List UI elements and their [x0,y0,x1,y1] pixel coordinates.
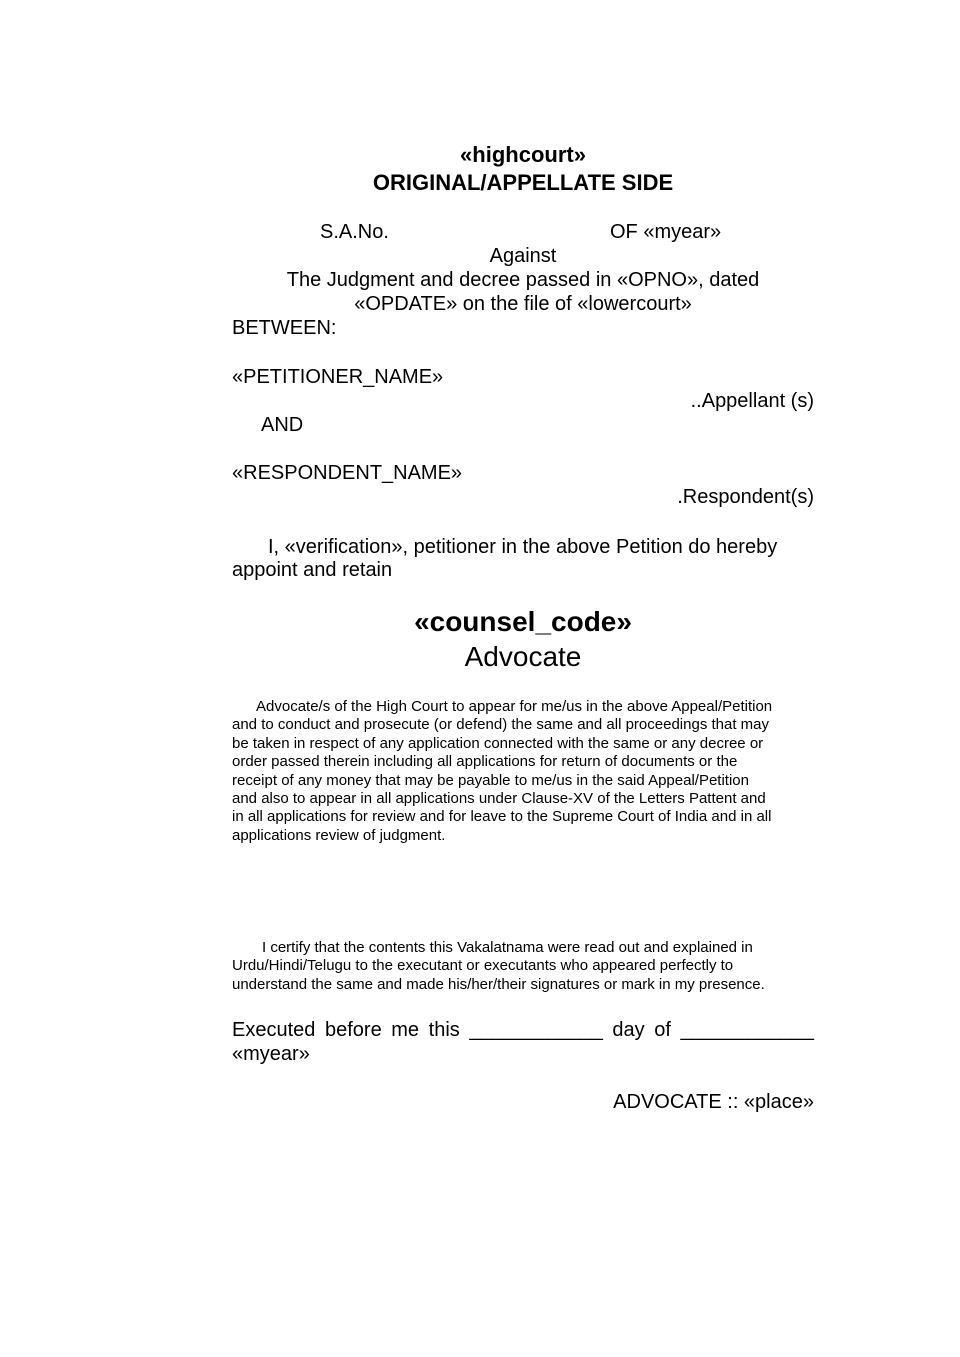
against-label: Against [489,245,557,267]
advocate-signature: ADVOCATE :: «place» [613,1091,814,1113]
respondent-name: «RESPONDENT_NAME» [232,462,463,484]
sa-no-label: S.A.No. [320,221,389,243]
side-heading: ORIGINAL/APPELLATE SIDE [372,170,674,195]
judgment-line-1: The Judgment and decree passed in «OPNO», dated [286,269,760,291]
authority-line: Advocate/s of the High Court to appear for me/us in the above Appeal/Petition [256,698,773,715]
certification-paragraph [232,939,814,994]
respondent-label: .Respondent(s) [677,486,814,508]
authority-paragraph [232,698,814,845]
between-label: BETWEEN: [232,317,337,339]
authority-line: be taken in respect of any application connected with the same or any decree or [232,734,764,752]
judgment-line-2: «OPDATE» on the file of «lowercourt» [354,293,692,315]
court-name: «highcourt» [460,142,586,167]
execution-year: «myear» [232,1043,310,1065]
counsel-code: «counsel_code» [414,606,632,637]
authority-line: applications review of judgment. [232,826,446,844]
authority-line: and to conduct and prosecute (or defend) the same and all proceedings that may [232,716,770,734]
certification-line: understand the same and made his/her/their signatures or mark in my presence. [232,975,765,993]
authority-line: in all applications for review and for leave to the Supreme Court of India and in all [232,808,772,826]
authority-line: order passed therein including all applications for return of documents or the [232,753,738,771]
counsel-title: Advocate [464,641,582,672]
certification-line: Urdu/Hindi/Telugu to the executant or executants who appeared perfectly to [232,957,734,975]
petitioner-name: «PETITIONER_NAME» [232,366,444,388]
authority-line: and also to appear in all applications under Clause-XV of the Letters Pattent and [232,790,766,808]
authority-line: receipt of any money that may be payable to me/us in the said Appeal/Petition [232,771,749,789]
execution-line-1: Executed before me this ____________ day of ____________ [232,1019,814,1041]
appointment-line-2: appoint and retain [232,559,393,581]
case-year: OF «myear» [610,221,722,243]
appointment-line-1: I, «verification», petitioner in the above Petition do hereby [268,536,778,558]
certification-line: I certify that the contents this Vakalatnama were read out and explained in [262,939,753,956]
and-label: AND [261,414,304,436]
appellant-label: ..Appellant (s) [690,390,814,412]
